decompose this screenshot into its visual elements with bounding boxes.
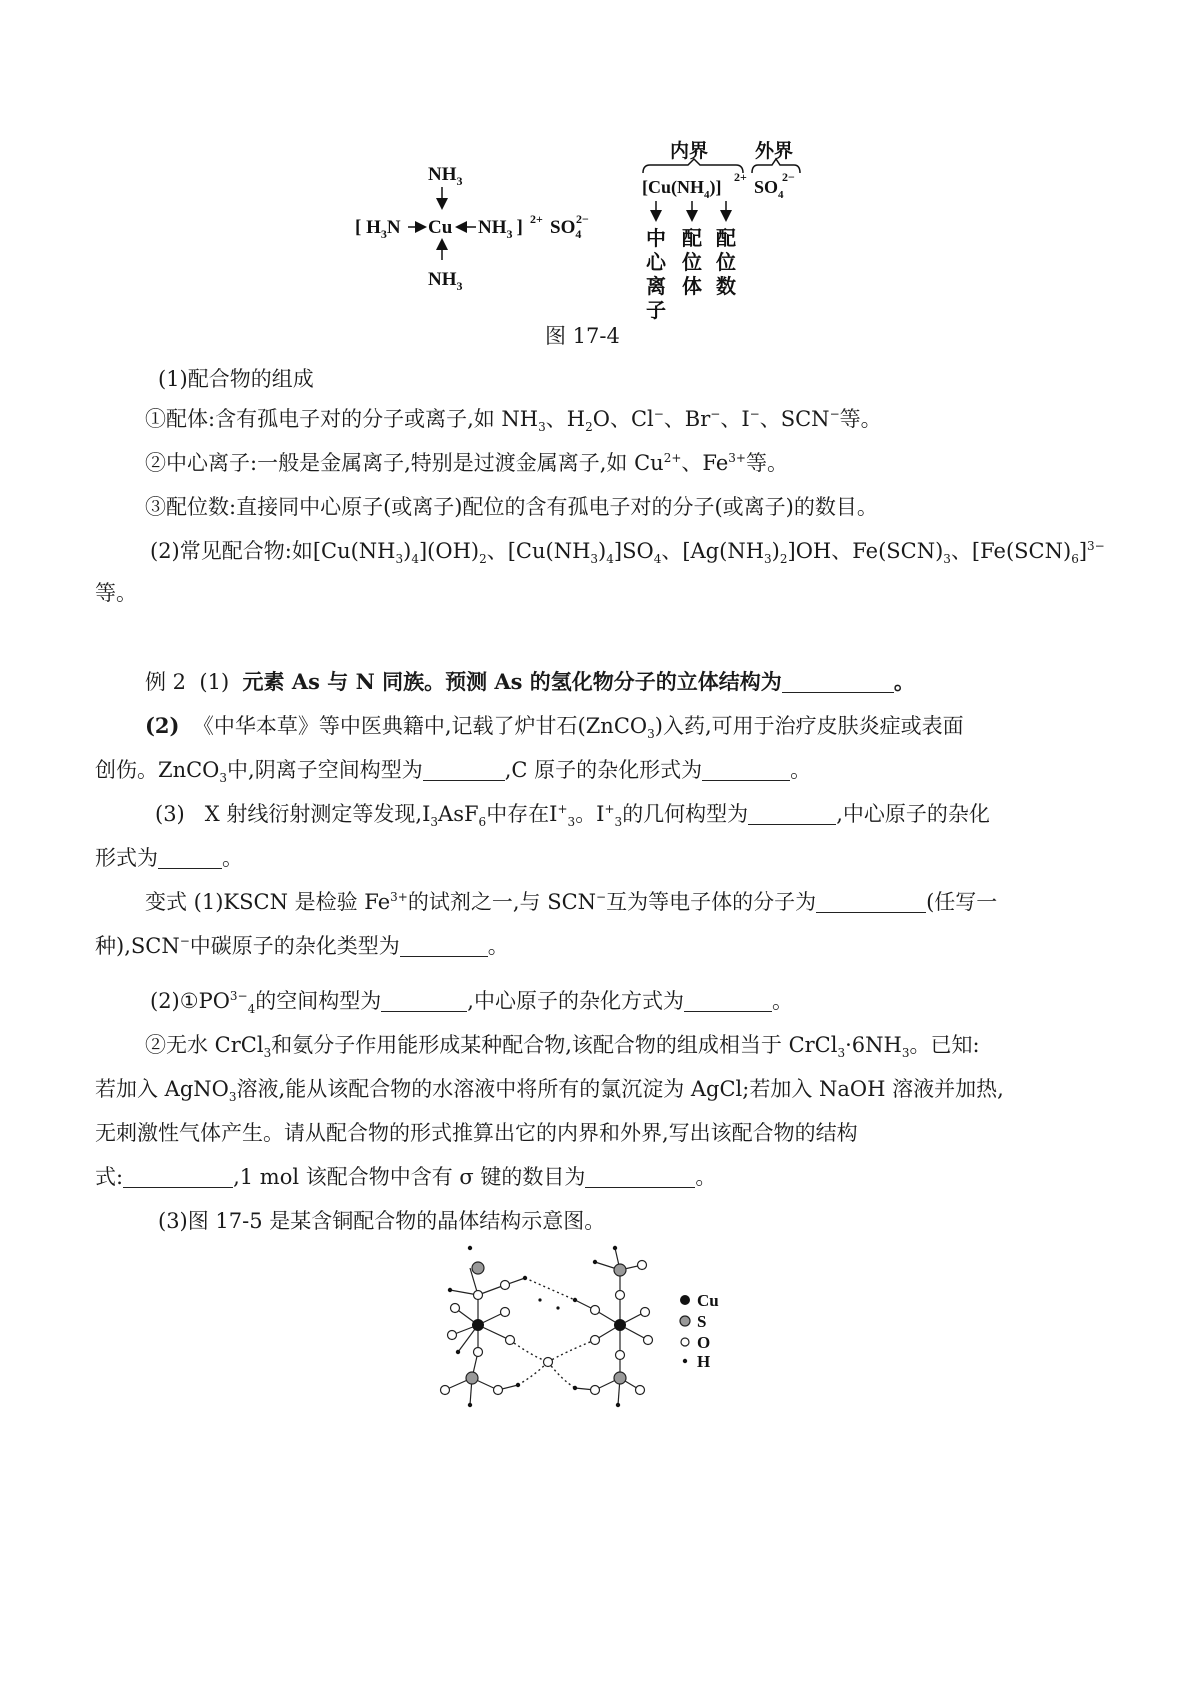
variant-q1-line2: 种),SCN−中碳原子的杂化类型为 。 bbox=[95, 934, 509, 958]
cu-nh3-formula: $[Cu(NH_4)]$ bbox=[642, 177, 722, 201]
nh3-right: $NH_3$ ] bbox=[478, 217, 523, 241]
svg-text:中: 中 bbox=[646, 228, 666, 250]
coordination-number-definition: ③配位数:直接同中心原子(或离子)配位的含有孤电子对的分子(或离子)的数目。 bbox=[145, 495, 878, 519]
svg-text:心: 心 bbox=[646, 252, 666, 274]
svg-text:2+: 2+ bbox=[530, 212, 543, 226]
nh3-top: $NH_3$ bbox=[428, 164, 463, 188]
svg-text:离: 离 bbox=[646, 276, 666, 298]
answer-blank[interactable] bbox=[585, 1165, 695, 1188]
h3n-ligand: [ $H_3N$ bbox=[355, 217, 401, 241]
example-2-q1: 例 2 (1) 元素 As 与 N 同族。预测 As 的氢化物分子的立体结构为 。 bbox=[145, 669, 915, 694]
variant-q2-line2: 若加入 AgNO$_3$溶液,能从该配合物的水溶液中将所有的氯沉淀为 AgCl;若加入 NaOH 溶液并加热, bbox=[95, 1077, 1004, 1105]
nh3-bottom: $NH_3$ bbox=[428, 269, 463, 293]
answer-blank[interactable] bbox=[381, 989, 467, 1012]
answer-blank[interactable] bbox=[123, 1165, 233, 1188]
svg-text:子: 子 bbox=[646, 300, 666, 322]
ligand-definition: ①配体:含有孤电子对的分子或离子,如 $NH_3$、$H_2O$、Cl−、Br−、I−、SCN−等。 bbox=[145, 407, 882, 435]
figure-17-5 bbox=[430, 1240, 750, 1430]
so4-ion: $SO_4$ bbox=[550, 217, 582, 241]
cu-center: Cu bbox=[428, 217, 453, 238]
answer-blank[interactable] bbox=[816, 890, 926, 913]
central-ion-definition: ②中心离子:一般是金属离子,特别是过渡金属离子,如 $Cu^{2+}$、$Fe^{3+}$等。 bbox=[145, 451, 788, 475]
so4-outer: $SO_4$ bbox=[754, 177, 784, 201]
common-complexes-cont: 等。 bbox=[95, 581, 137, 605]
svg-text:2−: 2− bbox=[782, 170, 795, 184]
answer-blank[interactable] bbox=[400, 934, 488, 957]
legend-cu: Cu bbox=[697, 1291, 719, 1310]
svg-text:位: 位 bbox=[682, 252, 702, 274]
example-2-q3-line2: 形式为 。 bbox=[95, 846, 243, 870]
inner-outer-diagram bbox=[642, 139, 800, 322]
answer-blank[interactable] bbox=[748, 802, 836, 825]
figure-17-4 bbox=[350, 135, 830, 335]
variant-q1: 变式 (1)KSCN 是检验 $Fe^{3+}$的试剂之一,与 SCN−互为等电子体的分子为 (任写一 bbox=[145, 890, 998, 914]
variant-q2-part2: ②无水 CrCl$_3$和氨分子作用能形成某种配合物,该配合物的组成相当于 $CrCl_3\cdot 6NH_3$。已知: bbox=[145, 1033, 980, 1061]
svg-text:配: 配 bbox=[682, 228, 702, 250]
svg-text:位: 位 bbox=[716, 252, 736, 274]
outer-sphere-label: 外界 bbox=[755, 141, 794, 162]
variant-q2: $(2)①PO^{3-}_4$的空间构型为 ,中心原子的杂化方式为 。 bbox=[150, 989, 793, 1017]
variant-q3: (3)图 17-5 是某含铜配合物的晶体结构示意图。 bbox=[158, 1209, 606, 1233]
variant-q2-line3: 无刺激性气体产生。请从配合物的形式推算出它的内界和外界,写出该配合物的结构 bbox=[95, 1121, 858, 1145]
svg-text:数: 数 bbox=[716, 276, 736, 298]
example-2-q2-line2: 创伤。ZnCO$_3$中,阴离子空间构型为 ,C 原子的杂化形式为 。 bbox=[95, 758, 812, 786]
legend bbox=[680, 1291, 719, 1371]
legend-h: H bbox=[697, 1352, 711, 1371]
variant-q2-line4: 式: ,1 mol 该配合物中含有 σ 键的数目为 。 bbox=[95, 1165, 717, 1189]
answer-blank[interactable] bbox=[423, 758, 505, 781]
section-1-heading: (1)配合物的组成 bbox=[158, 367, 314, 391]
complex-structure-formula bbox=[355, 164, 589, 293]
figure-caption-17-4: 图 17-4 bbox=[545, 324, 620, 348]
answer-blank[interactable] bbox=[158, 846, 222, 869]
svg-text:体: 体 bbox=[682, 276, 702, 298]
svg-text:2−: 2− bbox=[576, 212, 589, 226]
svg-text:配: 配 bbox=[716, 228, 736, 250]
answer-blank[interactable] bbox=[684, 989, 772, 1012]
answer-blank[interactable] bbox=[702, 758, 790, 781]
example-2-q3: (3) X 射线衍射测定等发现$,I_3AsF_6$中存在$I^+_3$。$I^+_3$的几何构型为 ,中心原子的杂化 bbox=[155, 802, 990, 830]
example-2-q2: (2) 《中华本草》等中医典籍中,记载了炉甘石(ZnCO$_3$)入药,可用于治疗皮肤炎症或表面 bbox=[145, 713, 964, 742]
answer-blank[interactable] bbox=[782, 670, 894, 693]
svg-text:2+: 2+ bbox=[734, 170, 747, 184]
legend-o: O bbox=[697, 1333, 711, 1352]
common-complexes: (2)常见配合物:如$[Cu(NH_3)_4](OH)_2$、$[Cu(NH_3)_4]SO_4$、$[Ag(NH_3)_2]OH$、$Fe(SCN)_3$、$[Fe(SCN)_6]^{3-}$ bbox=[150, 539, 1105, 567]
inner-sphere-label: 内界 bbox=[670, 141, 709, 162]
legend-s: S bbox=[697, 1312, 707, 1331]
